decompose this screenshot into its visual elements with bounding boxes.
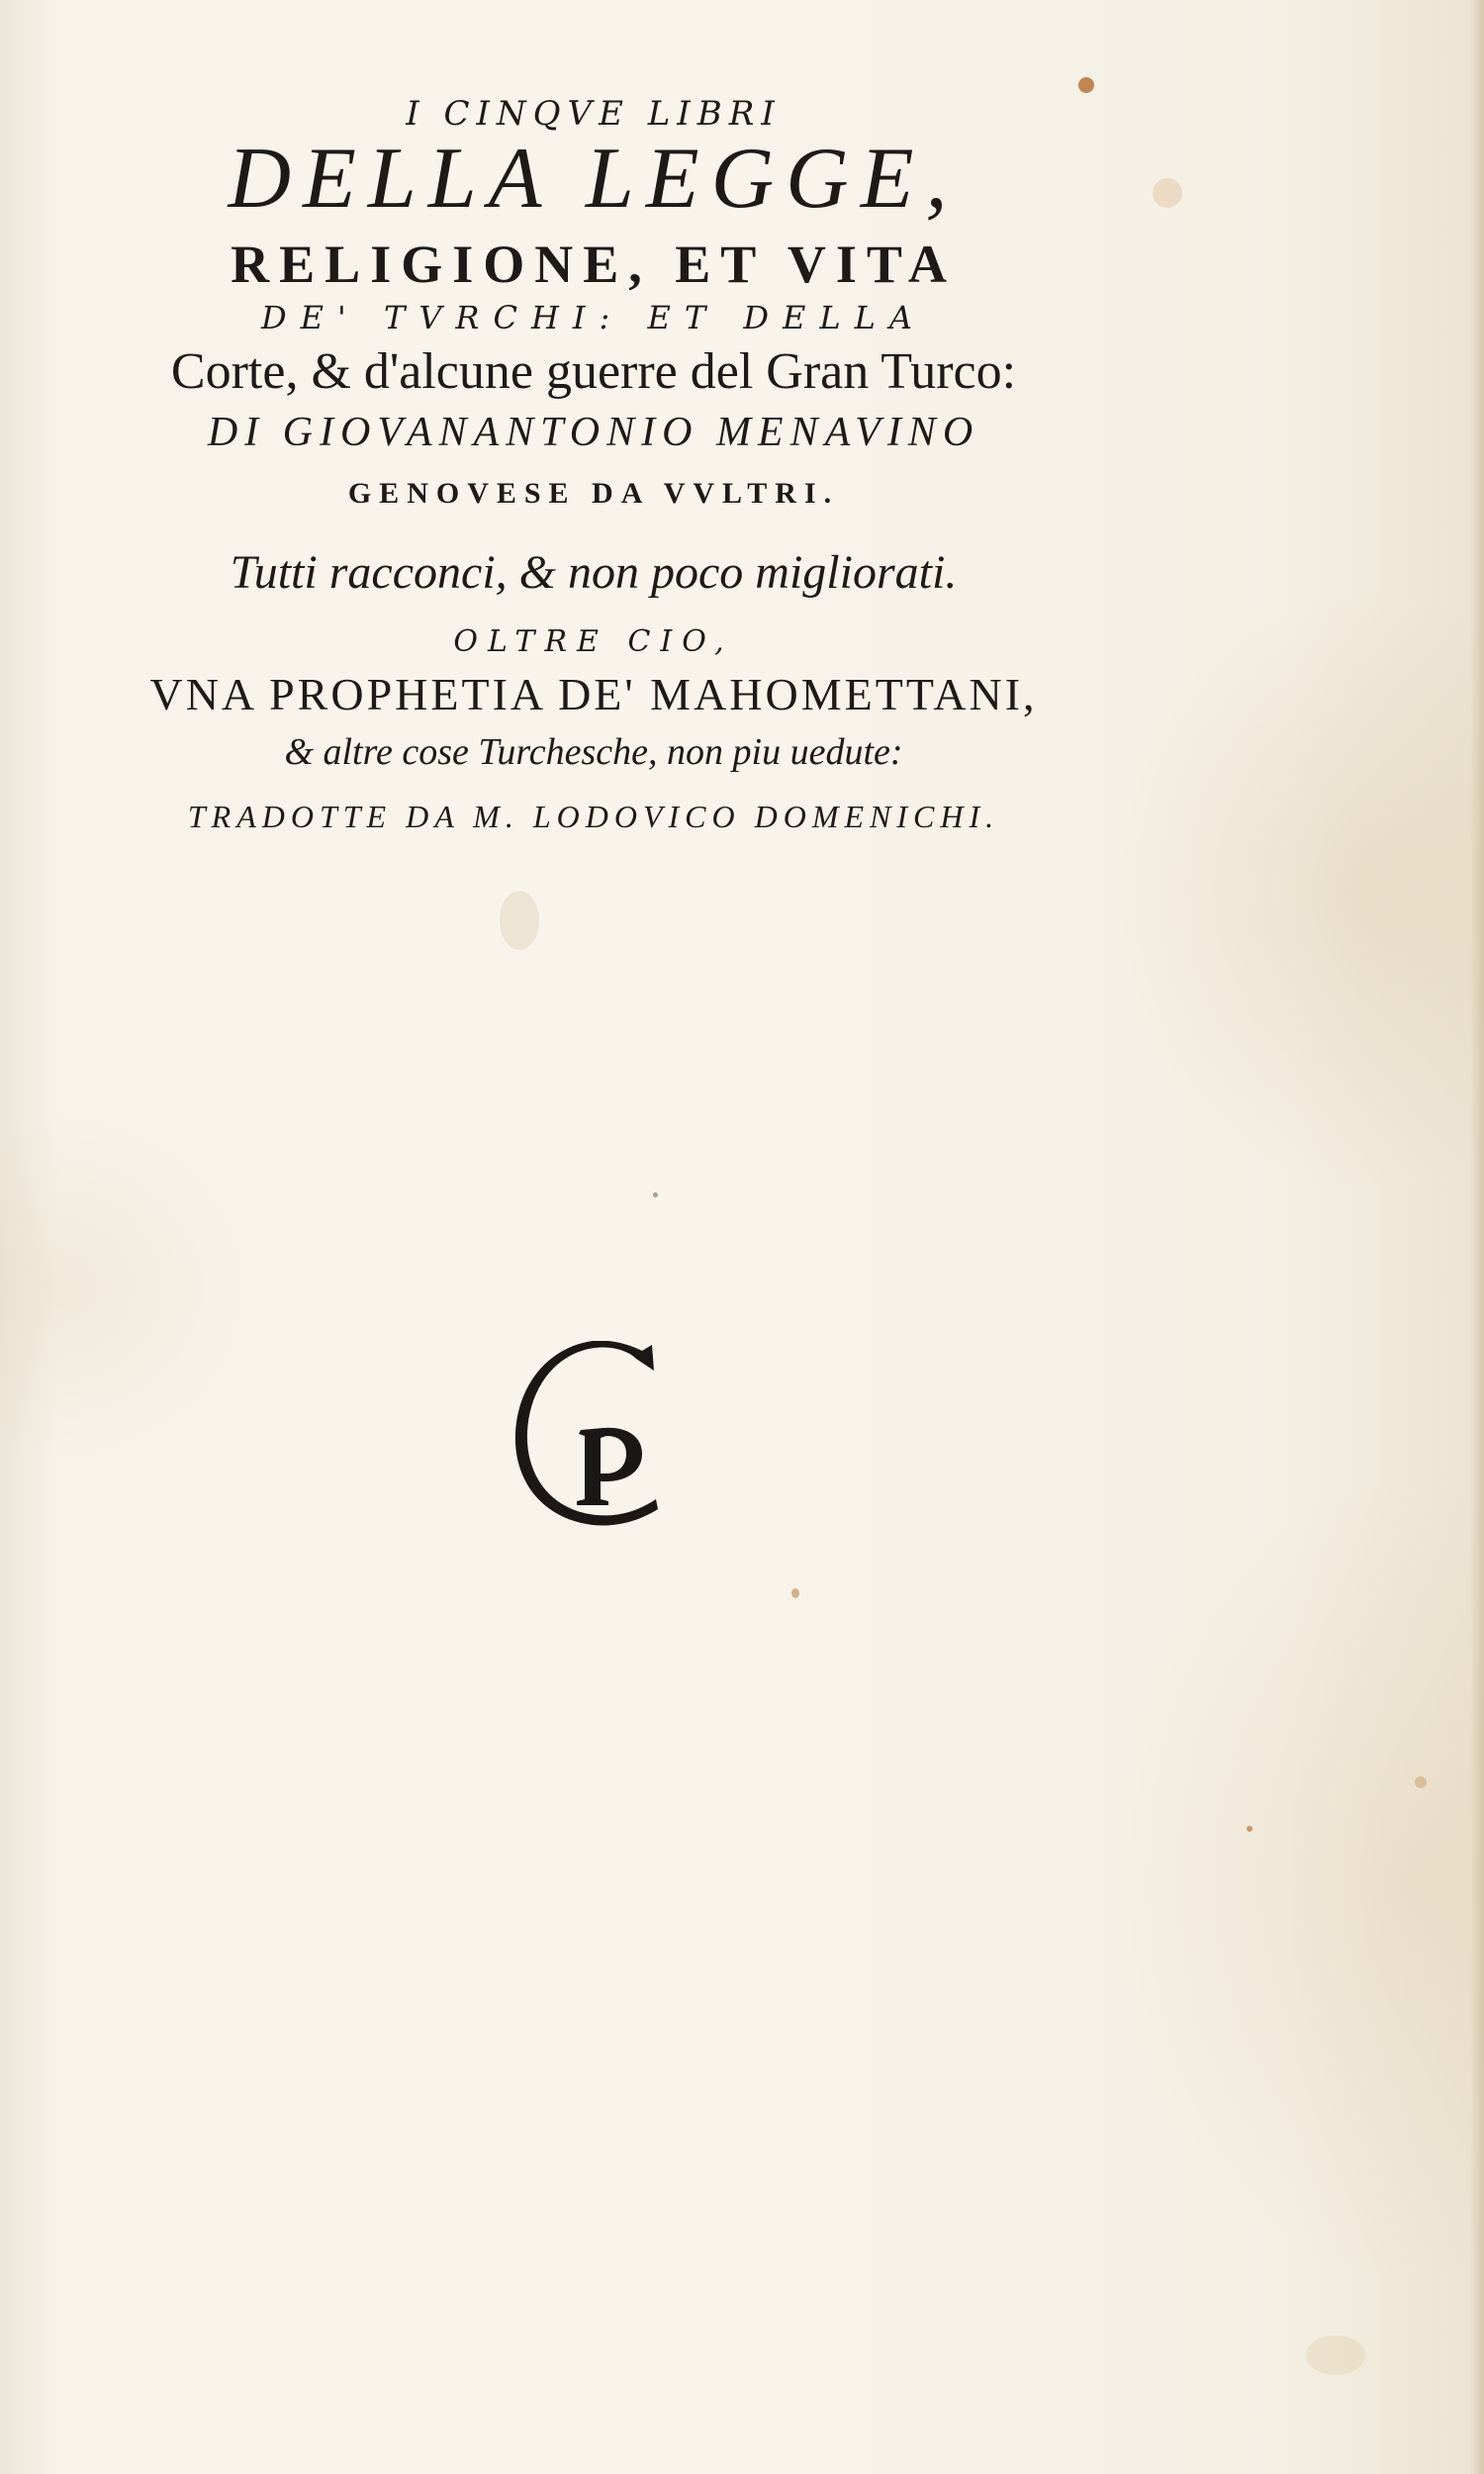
- monogram-letter-p: [577, 1428, 642, 1505]
- title-line-de-turchi: DE' TVRCHI: ET DELLA: [260, 299, 926, 336]
- foxing-spot: [791, 1588, 799, 1598]
- foxing-spot: [1078, 77, 1094, 93]
- foxing-spot: [1306, 2335, 1365, 2375]
- page-edge-shadow: [1470, 0, 1484, 2474]
- title-line-cinque-libri: I CINQVE LIBRI: [406, 94, 782, 134]
- title-line-prophetia: VNA PROPHETIA DE' MAHOMETTANI,: [149, 669, 1038, 719]
- foxing-spot: [1153, 178, 1182, 208]
- title-line-cose-turchesche: & altre cose Turchesche, non piu uedute:: [284, 731, 903, 773]
- translator-line: TRADOTTE DA M. LODOVICO DOMENICHI.: [187, 799, 1000, 834]
- printer-device-gp-monogram: [510, 1341, 678, 1529]
- title-line-corte: Corte, & d'alcune guerre del Gran Turco:: [170, 343, 1017, 400]
- title-text-block: [99, 94, 1088, 838]
- author-origin: GENOVESE DA VVLTRI.: [347, 477, 840, 510]
- foxing-spot: [1247, 1826, 1252, 1832]
- foxing-spot: [653, 1192, 658, 1197]
- title-line-racconci: Tutti racconci, & non poco migliorati.: [230, 546, 958, 599]
- foxing-spot: [500, 891, 539, 950]
- title-line-oltre-cio: OLTRE CIO,: [453, 624, 734, 659]
- foxing-spot: [1415, 1776, 1427, 1788]
- author-name: DI GIOVANANTONIO MENAVINO: [207, 410, 980, 455]
- title-line-religione: RELIGIONE, ET VITA: [231, 235, 957, 294]
- title-line-della-legge: DELLA LEGGE,: [228, 131, 960, 227]
